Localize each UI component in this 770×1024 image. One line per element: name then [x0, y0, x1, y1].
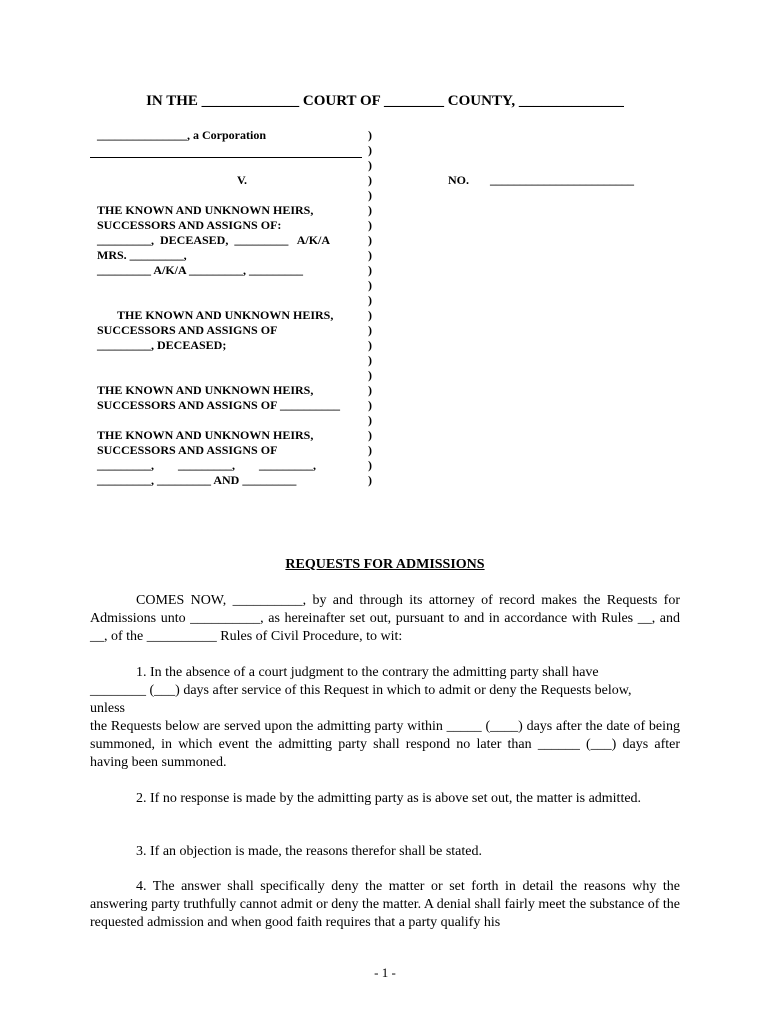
document-heading: REQUESTS FOR ADMISSIONS: [285, 557, 485, 572]
caption-line: [97, 278, 387, 293]
caption-line: THE KNOWN AND UNKNOWN HEIRS,: [97, 203, 314, 217]
caption-paren: ): [368, 353, 372, 367]
caption-paren: ): [368, 338, 372, 352]
paragraph-3: 3. If an objection is made, the reasons therefor shall be stated.: [136, 844, 482, 859]
caption-paren: ): [368, 263, 372, 277]
paragraph-1-line-3: unless: [90, 701, 125, 716]
caption-line: [97, 143, 387, 158]
caption-line: THE KNOWN AND UNKNOWN HEIRS,: [97, 383, 314, 397]
caption-paren: ): [368, 458, 372, 472]
page-number: - 1 -: [374, 965, 396, 980]
case-caption: [97, 128, 387, 488]
caption-paren: ): [368, 233, 372, 247]
caption-paren: ): [368, 188, 372, 202]
paragraph-1-rest: the Requests below are served upon the admitting party within _____ (____) days after the date of being summoned, in which event the admitting party shall respond no later than ______ (___) days after having been summoned.: [90, 719, 680, 770]
caption-paren: ): [368, 443, 372, 457]
caption-line: [97, 293, 387, 308]
caption-line: [97, 413, 387, 428]
caption-paren: ): [368, 248, 372, 262]
case-number: NO. ________________________: [448, 173, 634, 187]
caption-paren: ): [368, 398, 372, 412]
caption-line: V.: [236, 173, 248, 187]
caption-paren: ): [368, 323, 372, 337]
caption-line: THE KNOWN AND UNKNOWN HEIRS,: [117, 308, 334, 322]
caption-line: [97, 188, 387, 203]
paragraph-2: 2. If no response is made by the admitting party as is above set out, the matter is admitted.: [136, 791, 642, 806]
intro-paragraph: COMES NOW, __________, by and through its attorney of record makes the Requests for Admissions unto __________, as hereinafter set out, pursuant to and in accordance with Rules __, and __, of the __________ Rules of Civil Procedure, to wit:: [90, 593, 680, 644]
caption-line: SUCCESSORS AND ASSIGNS OF: [97, 323, 278, 337]
caption-line: _________, _________ AND _________: [97, 473, 297, 487]
caption-paren: ): [368, 428, 372, 442]
caption-line: SUCCESSORS AND ASSIGNS OF:: [97, 218, 282, 232]
court-title: IN THE _____________ COURT OF ________ COUNTY, ______________: [146, 93, 624, 109]
caption-rule: [90, 157, 362, 158]
caption-line: _________, DECEASED, _________ A/K/A: [97, 233, 331, 247]
caption-paren: ): [368, 368, 372, 382]
paragraph-1-line-2: ________ (___) days after service of this Request in which to admit or deny the Requests below,: [90, 683, 632, 698]
caption-line: SUCCESSORS AND ASSIGNS OF __________: [97, 398, 340, 412]
caption-line: _________, _________, _________,: [97, 458, 316, 472]
paragraph-1-line-1: 1. In the absence of a court judgment to the contrary the admitting party shall have: [136, 665, 599, 680]
caption-line: _________, DECEASED;: [97, 338, 227, 352]
caption-paren: ): [368, 293, 372, 307]
caption-paren: ): [368, 158, 372, 172]
caption-paren: ): [368, 203, 372, 217]
caption-line: _______________, a Corporation: [97, 128, 266, 142]
caption-paren: ): [368, 173, 372, 187]
caption-line: [97, 368, 387, 383]
caption-line: THE KNOWN AND UNKNOWN HEIRS,: [97, 428, 314, 442]
caption-paren: ): [368, 413, 372, 427]
caption-paren: ): [368, 143, 372, 157]
caption-paren: ): [368, 383, 372, 397]
caption-line: [97, 353, 387, 368]
caption-paren: ): [368, 218, 372, 232]
caption-paren: ): [368, 278, 372, 292]
caption-line: SUCCESSORS AND ASSIGNS OF: [97, 443, 278, 457]
paragraph-4: 4. The answer shall specifically deny the matter or set forth in detail the reasons why the answering party truthfully cannot admit or deny the matter. A denial shall fairly meet the substance of the requested admission and when good faith requires that a party qualify his: [90, 879, 680, 930]
caption-line: MRS. _________,: [97, 248, 187, 262]
caption-paren: ): [368, 128, 372, 142]
caption-parens: [368, 128, 380, 488]
caption-line: [97, 158, 387, 173]
caption-line: _________ A/K/A _________, _________: [97, 263, 304, 277]
caption-paren: ): [368, 473, 372, 487]
caption-paren: ): [368, 308, 372, 322]
